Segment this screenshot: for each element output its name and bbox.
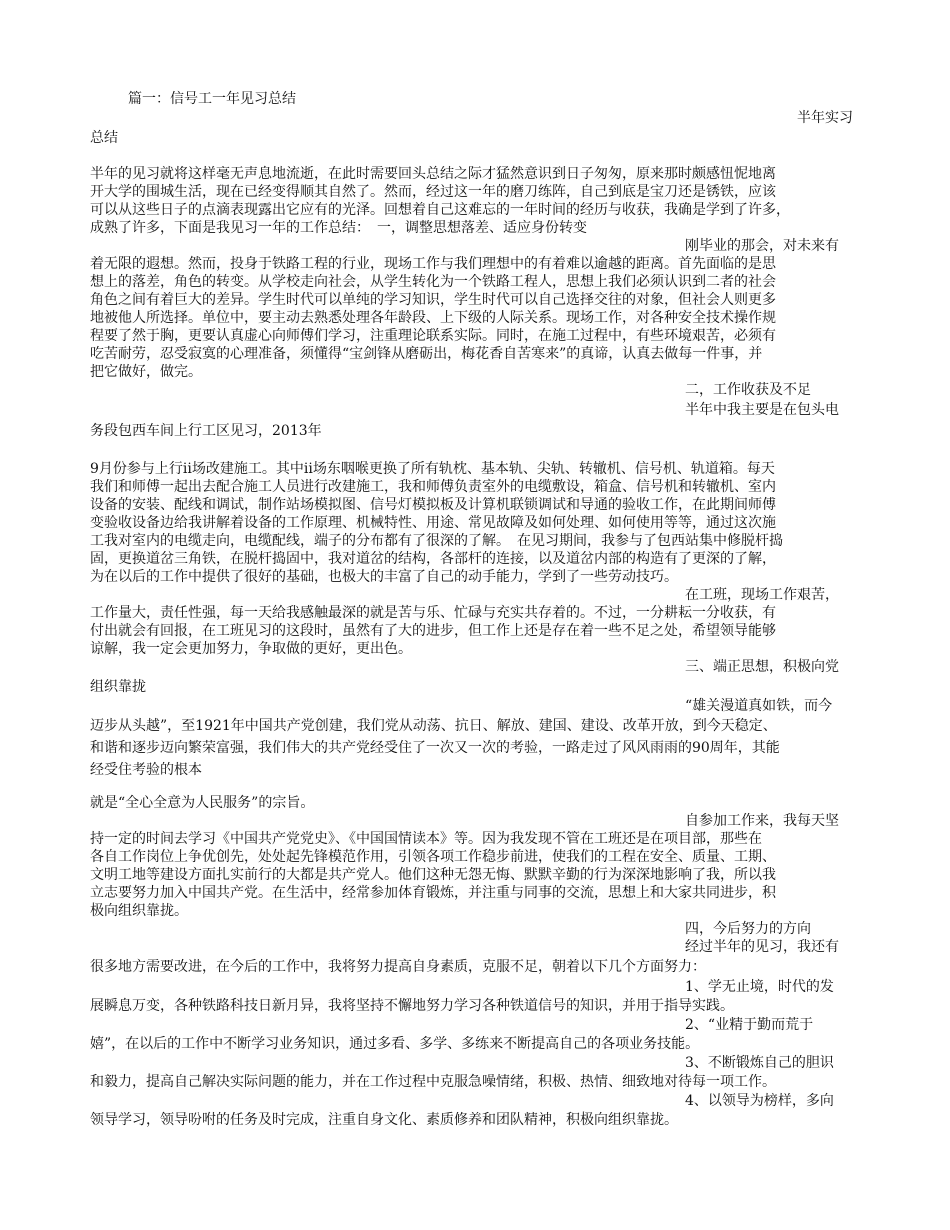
- section-heading: 二，工作收获及不足: [685, 382, 811, 398]
- text-line: 谅解，我一定会更加努力，争取做的更好，更出色。: [90, 641, 412, 657]
- text-line: 程要了然于胸，更要认真虚心向师傅们学习，注重理论联系实际。同时，在施工过程中，有些环境艰苦，必须有: [90, 328, 776, 344]
- text-line: 自参加工作来，我每天坚: [685, 813, 839, 829]
- text-line: 半年实习: [797, 110, 853, 126]
- text-line: 9月份参与上行ii场改建施工。其中ii场东咽喉更换了所有轨枕、基本轨、尖轨、转辙机、信号机、轨道箱。每天: [90, 461, 775, 477]
- text-line: 变验收设备边给我讲解着设备的工作原理、机械特性、用途、常见故障及如何处理、如何使用等等，通过这次施: [90, 515, 776, 531]
- list-item: 3、不断锻炼自己的胆识: [685, 1055, 834, 1071]
- text-line: 持一定的时间去学习《中国共产党党史》、《中国国情读本》等。因为我发现不管在工班还是在项目部，那些在: [90, 831, 762, 847]
- text-line: 极向组织靠拢。: [90, 903, 188, 919]
- text-line: 着无限的遐想。然而，投身于铁路工程的行业，现场工作与我们理想中的有着难以逾越的距离。首先面临的是思: [90, 256, 776, 272]
- text-line: 把它做好，做完。: [90, 364, 202, 380]
- text-line: 固，更换道岔三角铁，在脱杆捣固中，我对道岔的结构，各部杆的连接，以及道岔内部的构造有了更深的了解，: [90, 551, 776, 567]
- text-line: 想上的落差，角色的转变。从学校走向社会，从学生转化为一个铁路工程人，思想上我们必须认识到二者的社会: [90, 274, 776, 290]
- text-line: 成熟了许多，下面是我见习一年的工作总结： 一，调整思想落差、适应身份转变: [90, 220, 587, 236]
- text-line: 经过半年的见习，我还有: [685, 939, 839, 955]
- text-line: 开大学的围城生活，现在已经变得顺其自然了。然而，经过这一年的磨刀练阵，自己到底是宝刀还是锈铁，应该: [90, 184, 776, 200]
- text-line: 务段包西车间上行工区见习，2013年: [90, 423, 322, 439]
- text-line: 地被他人所选择。单位中，要主动去熟悉处理各年龄段、上下级的人际关系。现场工作，对各种安全技术操作规: [90, 310, 776, 326]
- list-item: 2、“业精于勤而荒于: [685, 1017, 814, 1033]
- section-heading: 三、端正思想，积极向党: [685, 659, 839, 675]
- text-line: 迈步从头越”，至1921年中国共产党创建，我们党从动荡、抗日、解放、建国、建设、改革开放，到今天稳定、: [90, 718, 777, 734]
- text-line: 为在以后的工作中提供了很好的基础，也极大的丰富了自己的动手能力，学到了一些劳动技巧。: [90, 569, 678, 585]
- document-title: 篇一：信号工一年见习总结: [128, 91, 296, 107]
- text-line: 半年中我主要是在包头电: [685, 402, 839, 418]
- list-item: 4、以领导为榜样，多向: [685, 1093, 834, 1109]
- text-line: 工我对室内的电缆走向，电缆配线，端子的分布都有了很深的了解。 在见习期间，我参与了包西站集中修脱杆捣: [90, 533, 783, 549]
- text-line: 文明工地等建设方面扎实前行的大都是共产党人。他们这种无怨无悔、默默辛勤的行为深深地影响了我，所以我: [90, 867, 776, 883]
- text-line: 很多地方需要改进，在今后的工作中，我将努力提高自身素质，克服不足，朝着以下几个方面努力：: [90, 959, 706, 975]
- text-line: 刚毕业的那会，对未来有: [685, 238, 839, 254]
- text-line: 总结: [90, 130, 118, 146]
- text-line: 领导学习，领导吩咐的任务及时完成，注重自身文化、素质修养和团队精神，积极向组织靠拢。: [90, 1112, 678, 1128]
- text-line: 嬉”，在以后的工作中不断学习业务知识，通过多看、多学、多练来不断提高自己的各项业务技能。: [90, 1036, 700, 1052]
- text-line: 我们和师傅一起出去配合施工人员进行改建施工，我和师傅负责室外的电缆敷设，箱盒、信号机和转辙机、室内: [90, 479, 776, 495]
- text-line: 设备的安装、配线和调试，制作站场模拟图、信号灯模拟板及计算机联锁调试和导通的验收工作，在此期间师傅: [90, 497, 776, 513]
- text-line: 可以从这些日子的点滴表现露出它应有的光泽。回想着自己这难忘的一年时间的经历与收获，我确是学到了许多，: [90, 202, 790, 218]
- text-line: 就是“全心全意为人民服务”的宗旨。: [90, 795, 315, 811]
- text-line: 立志要努力加入中国共产党。在生活中，经常参加体育锻炼，并注重与同事的交流，思想上和大家共同进步，积: [90, 885, 776, 901]
- text-line: 角色之间有着巨大的差异。学生时代可以单纯的学习知识，学生时代可以自己选择交往的对象，但社会人则更多: [90, 292, 776, 308]
- text-line: 工作量大，责任性强，每一天给我感触最深的就是苦与乐、忙碌与充实共存着的。不过，一分耕耘一分收获，有: [90, 605, 776, 621]
- section-heading: 四，今后努力的方向: [685, 921, 811, 937]
- text-line: 和毅力，提高自己解决实际问题的能力，并在工作过程中克服急噪情绪，积极、热情、细致地对待每一项工作。: [90, 1074, 776, 1090]
- text-line: 展瞬息万变，各种铁路科技日新月异，我将坚持不懈地努力学习各种铁道信号的知识，并用于指导实践。: [90, 998, 734, 1014]
- text-line: 付出就会有回报，在工班见习的这段时，虽然有了大的进步，但工作上还是存在着一些不足之处，希望领导能够: [90, 623, 776, 639]
- text-line: “雄关漫道真如铁，而今: [685, 698, 833, 714]
- text-line: 和谐和逐步迈向繁荣富强，我们伟大的共产党经受住了一次又一次的考验，一路走过了风风雨雨的90周年，其能: [90, 740, 780, 756]
- text-line: 组织靠拢: [90, 679, 146, 695]
- text-line: 各自工作岗位上争优创先，处处起先锋模范作用，引领各项工作稳步前进，使我们的工程在安全、质量、工期、: [90, 849, 776, 865]
- text-line: 吃苦耐劳，忍受寂寞的心理准备，须懂得“宝剑锋从磨砺出，梅花香自苦寒来”的真谛，认真去做每一件事，并: [90, 346, 763, 362]
- text-line: 经受住考验的根本: [90, 762, 202, 778]
- text-line: 半年的见习就将这样毫无声息地流逝，在此时需要回头总结之际才猛然意识到日子匆匆，原来那时颇感忸怩地离: [90, 166, 776, 182]
- text-line: 在工班，现场工作艰苦，: [685, 587, 839, 603]
- list-item: 1、学无止境，时代的发: [685, 979, 834, 995]
